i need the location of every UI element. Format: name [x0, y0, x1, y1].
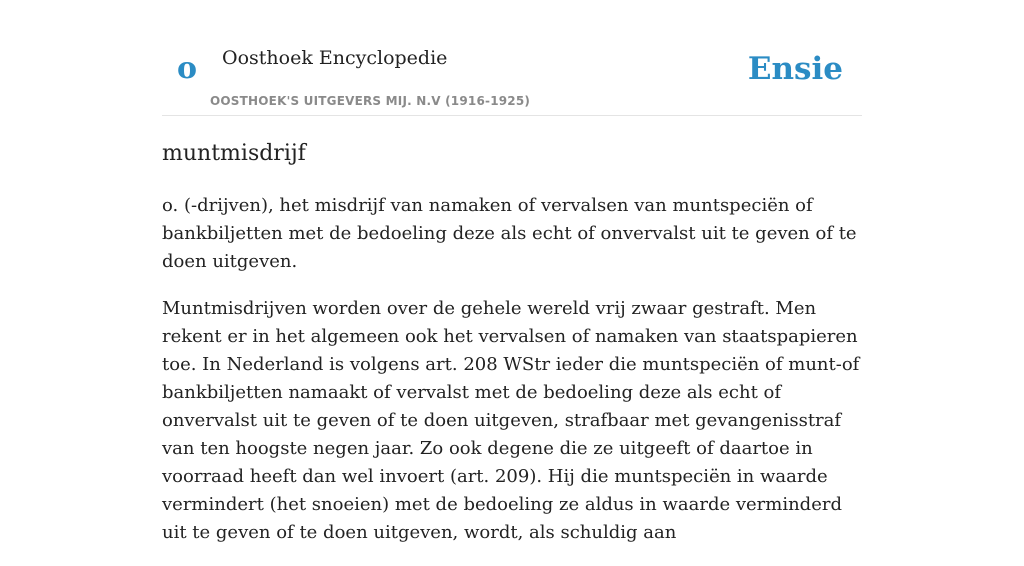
- site-title[interactable]: Oosthoek Encyclopedie: [222, 47, 448, 69]
- entry-paragraph-explanation: Muntmisdrijven worden over de gehele wereld vrij zwaar gestraft. Men rekent er in het algemeen ook het vervalsen of namaken van staatspapieren toe. In Nederland is volgens art. 208 WStr ieder die muntspeciën of munt-of bankbiljetten namaakt of vervalst met de bedoeling deze als echt of onvervalst uit te geven of te doen uitgeven, strafbaar met gevangenisstraf van ten hoogste negen jaar. Zo ook degene die ze uitgeeft of daartoe in voorraad heeft dan wel invoert (art. 209). Hij die muntspeciën in waarde vermindert (het snoeien) met de bedoeling ze aldus in waarde verminderd uit te geven of te doen uitgeven, wordt, als schuldig aan: [162, 298, 860, 543]
- logo-letter-icon[interactable]: o: [177, 51, 198, 86]
- entry-body: [162, 192, 862, 566]
- entry-title: muntmisdrijf: [162, 141, 306, 166]
- brand-logo-link[interactable]: Ensie: [747, 51, 843, 87]
- publisher-subtitle: OOSTHOEK'S UITGEVERS MIJ. N.V (1916-1925): [210, 94, 531, 108]
- content-container: [162, 0, 862, 543]
- entry-paragraph-definition: o. (-drijven), het misdrijf van namaken of vervalsen van muntspeciën of bankbiljetten met de bedoeling deze als echt of onvervalst uit te geven of te doen uitgeven.: [162, 195, 857, 272]
- site-header: [162, 0, 862, 116]
